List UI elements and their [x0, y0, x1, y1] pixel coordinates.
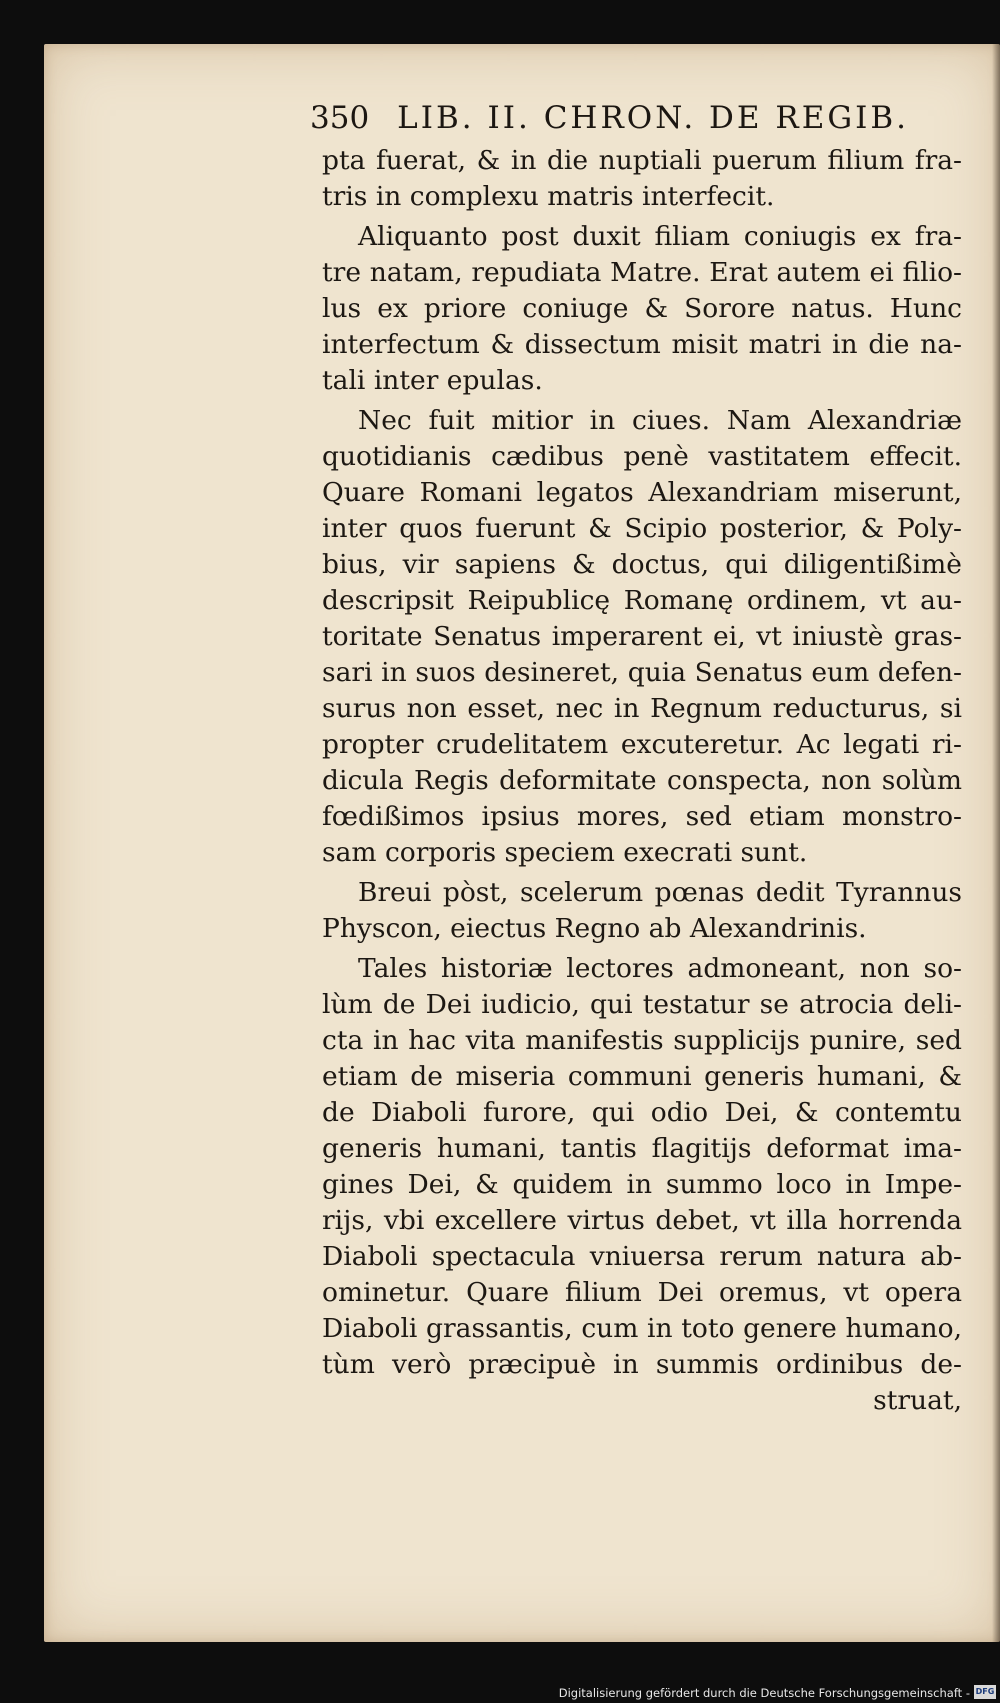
text-line: Physcon, eiectus Regno ab Alexandrinis. [322, 913, 867, 944]
text-line: lus ex priore coniuge & Sorore natus. Hunc [322, 293, 962, 324]
dfg-logo-icon: DFG [974, 1685, 996, 1699]
paragraph [322, 219, 962, 399]
digitization-footer [0, 1683, 1000, 1703]
text-line: Breui pòst, scelerum pœnas dedit Tyrannus [358, 877, 962, 908]
paragraph [322, 143, 962, 215]
text-line: descripsit Reipublicę Romanę ordinem, vt au- [322, 585, 962, 616]
text-line: pta fuerat, & in die nuptiali puerum filium fra- [322, 145, 962, 176]
running-head [310, 98, 960, 138]
funding-credit: Digitalisierung gefördert durch die Deutsche Forschungsgemeinschaft - [558, 1686, 970, 1700]
text-line: fœdißimos ipsius mores, sed etiam monstro- [322, 801, 962, 832]
text-line: generis humani, tantis flagitijs deformat ima- [322, 1133, 962, 1164]
text-line: cta in hac vita manifestis supplicijs punire, sed [322, 1025, 962, 1056]
text-line: Nec fuit mitior in ciues. Nam Alexandriæ [358, 405, 962, 436]
page-edge-shadow [992, 44, 1000, 1642]
text-line: tali inter epulas. [322, 365, 543, 396]
text-line: Diaboli spectacula vniuersa rerum natura ab- [322, 1241, 962, 1272]
text-line: tris in complexu matris interfecit. [322, 181, 775, 212]
body-text [322, 143, 962, 1419]
text-line: tùm verò præcipuè in summis ordinibus de- [322, 1349, 962, 1380]
text-line: inter quos fuerunt & Scipio posterior, & Poly- [322, 513, 962, 544]
text-line: gines Dei, & quidem in summo loco in Impe- [322, 1169, 962, 1200]
text-line: sam corporis speciem execrati sunt. [322, 837, 808, 868]
text-line: de Diaboli furore, qui odio Dei, & contemtu [322, 1097, 962, 1128]
text-line: quotidianis cædibus penè vastitatem effecit. [322, 441, 962, 472]
text-line: etiam de miseria communi generis humani, & [322, 1061, 962, 1092]
text-line: struat, [873, 1385, 962, 1416]
text-line: interfectum & dissectum misit matri in die na- [322, 329, 962, 360]
text-line: rijs, vbi excellere virtus debet, vt illa horrenda [322, 1205, 962, 1236]
paragraph [322, 875, 962, 947]
text-line: propter crudelitatem excuteretur. Ac legati ri- [322, 729, 962, 760]
text-line: tre natam, repudiata Matre. Erat autem ei filio- [322, 257, 962, 288]
text-line: Diaboli grassantis, cum in toto genere humano, [322, 1313, 962, 1344]
text-line: bius, vir sapiens & doctus, qui diligentißimè [322, 549, 962, 580]
paragraph [322, 403, 962, 871]
page-number: 350 [310, 100, 370, 136]
text-line: sari in suos desineret, quia Senatus eum defen- [322, 657, 962, 688]
text-line: Aliquanto post duxit filiam coniugis ex fra- [358, 221, 962, 252]
text-line: lùm de Dei iudicio, qui testatur se atrocia deli- [322, 989, 962, 1020]
text-line: toritate Senatus imperarent ei, vt iniustè gras- [322, 621, 962, 652]
text-line: Tales historiæ lectores admoneant, non so- [358, 953, 962, 984]
text-line: ominetur. Quare filium Dei oremus, vt opera [322, 1277, 962, 1308]
text-line: Quare Romani legatos Alexandriam miserunt, [322, 477, 962, 508]
running-title: LIB. II. CHRON. DE REGIB. [397, 100, 910, 136]
text-line: surus non esset, nec in Regnum reducturus, si [322, 693, 962, 724]
paragraph [322, 951, 962, 1419]
text-line: dicula Regis deformitate conspecta, non solùm [322, 765, 962, 796]
